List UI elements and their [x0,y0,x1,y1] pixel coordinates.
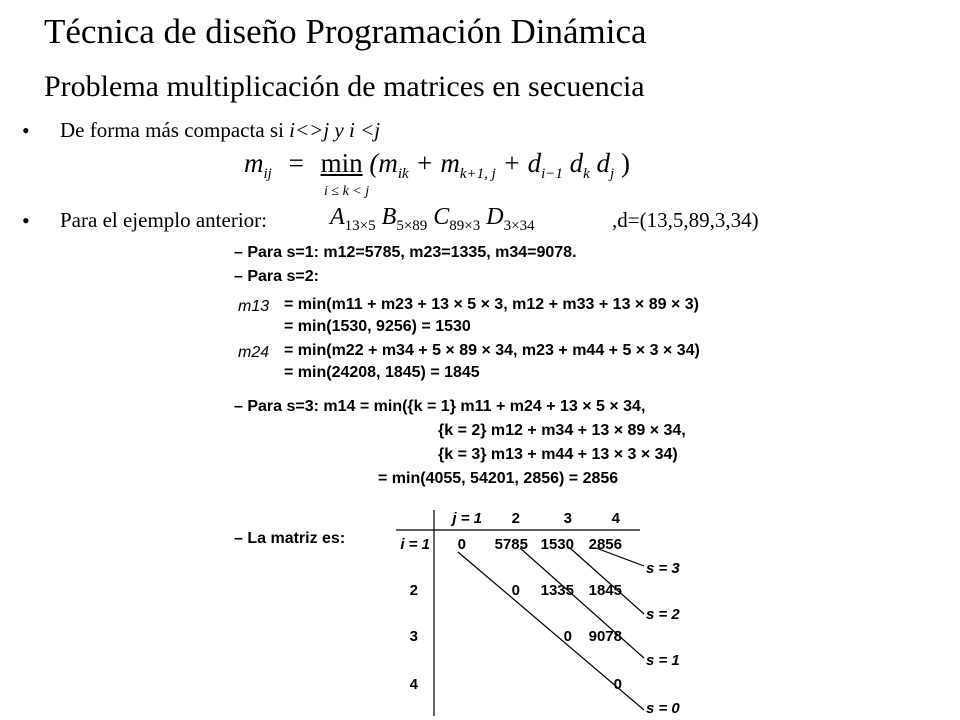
cell-1-1: 0 [457,536,466,553]
bullet-1-condition: i<>j y i <j [289,118,381,142]
formula-sub-j: j [610,166,615,182]
step-s3-result: = min(4055, 54201, 2856) = 2856 [378,470,619,487]
formula-plus1: + m [415,148,460,178]
chain-B-sub: 5×89 [396,218,428,234]
chain-A: A [330,204,345,230]
row-header-4: 4 [409,676,418,693]
formula-d2: d [569,148,584,178]
diag-label-s1: s = 1 [646,652,680,669]
diag-s2 [570,548,644,614]
formula-lhs: m [244,148,264,178]
col-header-4: 4 [611,510,620,527]
col-header-3: 3 [563,510,572,527]
chain-B: B [381,204,397,230]
step-s1: – Para s=1: m12=5785, m23=1335, m34=9078. [234,244,577,261]
diag-label-s2: s = 2 [646,606,680,623]
formula-min-sub: i ≤ k < j [324,184,370,199]
row-header-1: i = 1 [400,536,430,553]
cell-2-3: 1335 [540,582,574,599]
cell-3-3: 0 [563,628,572,645]
chain-C: C [433,204,450,230]
cell-2-4: 1845 [588,582,622,599]
matrix-label: – La matriz es: [234,530,346,547]
bullet-2: Para el ejemplo anterior: [60,208,267,232]
formula-plus2: + d [502,148,542,178]
chain-C-sub: 89×3 [449,218,481,234]
bullet-dot-1: • [22,118,30,143]
m24-line2: = min(24208, 1845) = 1845 [284,364,480,381]
formula-body: (m [369,148,398,178]
step-s2: – Para s=2: [234,268,319,285]
diag-label-s3: s = 3 [646,560,680,577]
formula-min: min [320,148,363,178]
chain-D-sub: 3×34 [503,218,535,234]
cell-1-3: 1530 [540,536,574,553]
bullet-dot-2: • [22,208,30,233]
col-header-1: j = 1 [452,510,482,527]
dims-vector: ,d=(13,5,89,3,34) [612,208,759,232]
cell-2-2: 0 [511,582,520,599]
m13-label: m13 [238,298,270,315]
formula-close: ) [620,148,630,178]
step-s3-k2: {k = 2} m12 + m34 + 13 × 89 × 34, [438,422,686,439]
step-s3-k3: {k = 3} m13 + m44 + 13 × 3 × 34) [438,446,678,463]
slide-title: Técnica de diseño Programación Dinámica [44,12,647,51]
step-s3: – Para s=3: m14 = min({k = 1} m11 + m24 + 13 × 5 × 34, [234,398,646,415]
m13-line1: = min(m11 + m23 + 13 × 5 × 3, m12 + m33 + 13 × 89 × 3) [284,296,699,313]
formula-sub-k: k [583,166,590,182]
formula-sub-k1j: k+1, j [459,166,496,182]
slide-subtitle: Problema multiplicación de matrices en secuencia [44,70,645,103]
diag-label-s0: s = 0 [646,700,680,717]
m13-line2: = min(1530, 9256) = 1530 [284,318,471,335]
m24-line1: = min(m22 + m34 + 5 × 89 × 34, m23 + m44 + 5 × 3 × 34) [284,342,700,359]
chain-D: D [486,204,504,230]
cell-4-4: 0 [613,676,622,693]
formula-d3: d [596,148,611,178]
formula-sub-ik: ik [397,166,409,182]
cell-3-4: 9078 [588,628,622,645]
formula-equals: = [288,148,304,178]
cell-1-4: 2856 [588,536,622,553]
formula-lhs-sub: ij [263,166,272,182]
chain-A-sub: 13×5 [344,218,376,234]
formula-sub-i1: i−1 [541,166,563,182]
row-header-2: 2 [409,582,418,599]
bullet-1-text: De forma más compacta si [60,118,290,142]
m24-label: m24 [238,344,270,361]
row-header-3: 3 [409,628,418,645]
col-header-2: 2 [511,510,520,527]
cell-1-2: 5785 [494,536,528,553]
